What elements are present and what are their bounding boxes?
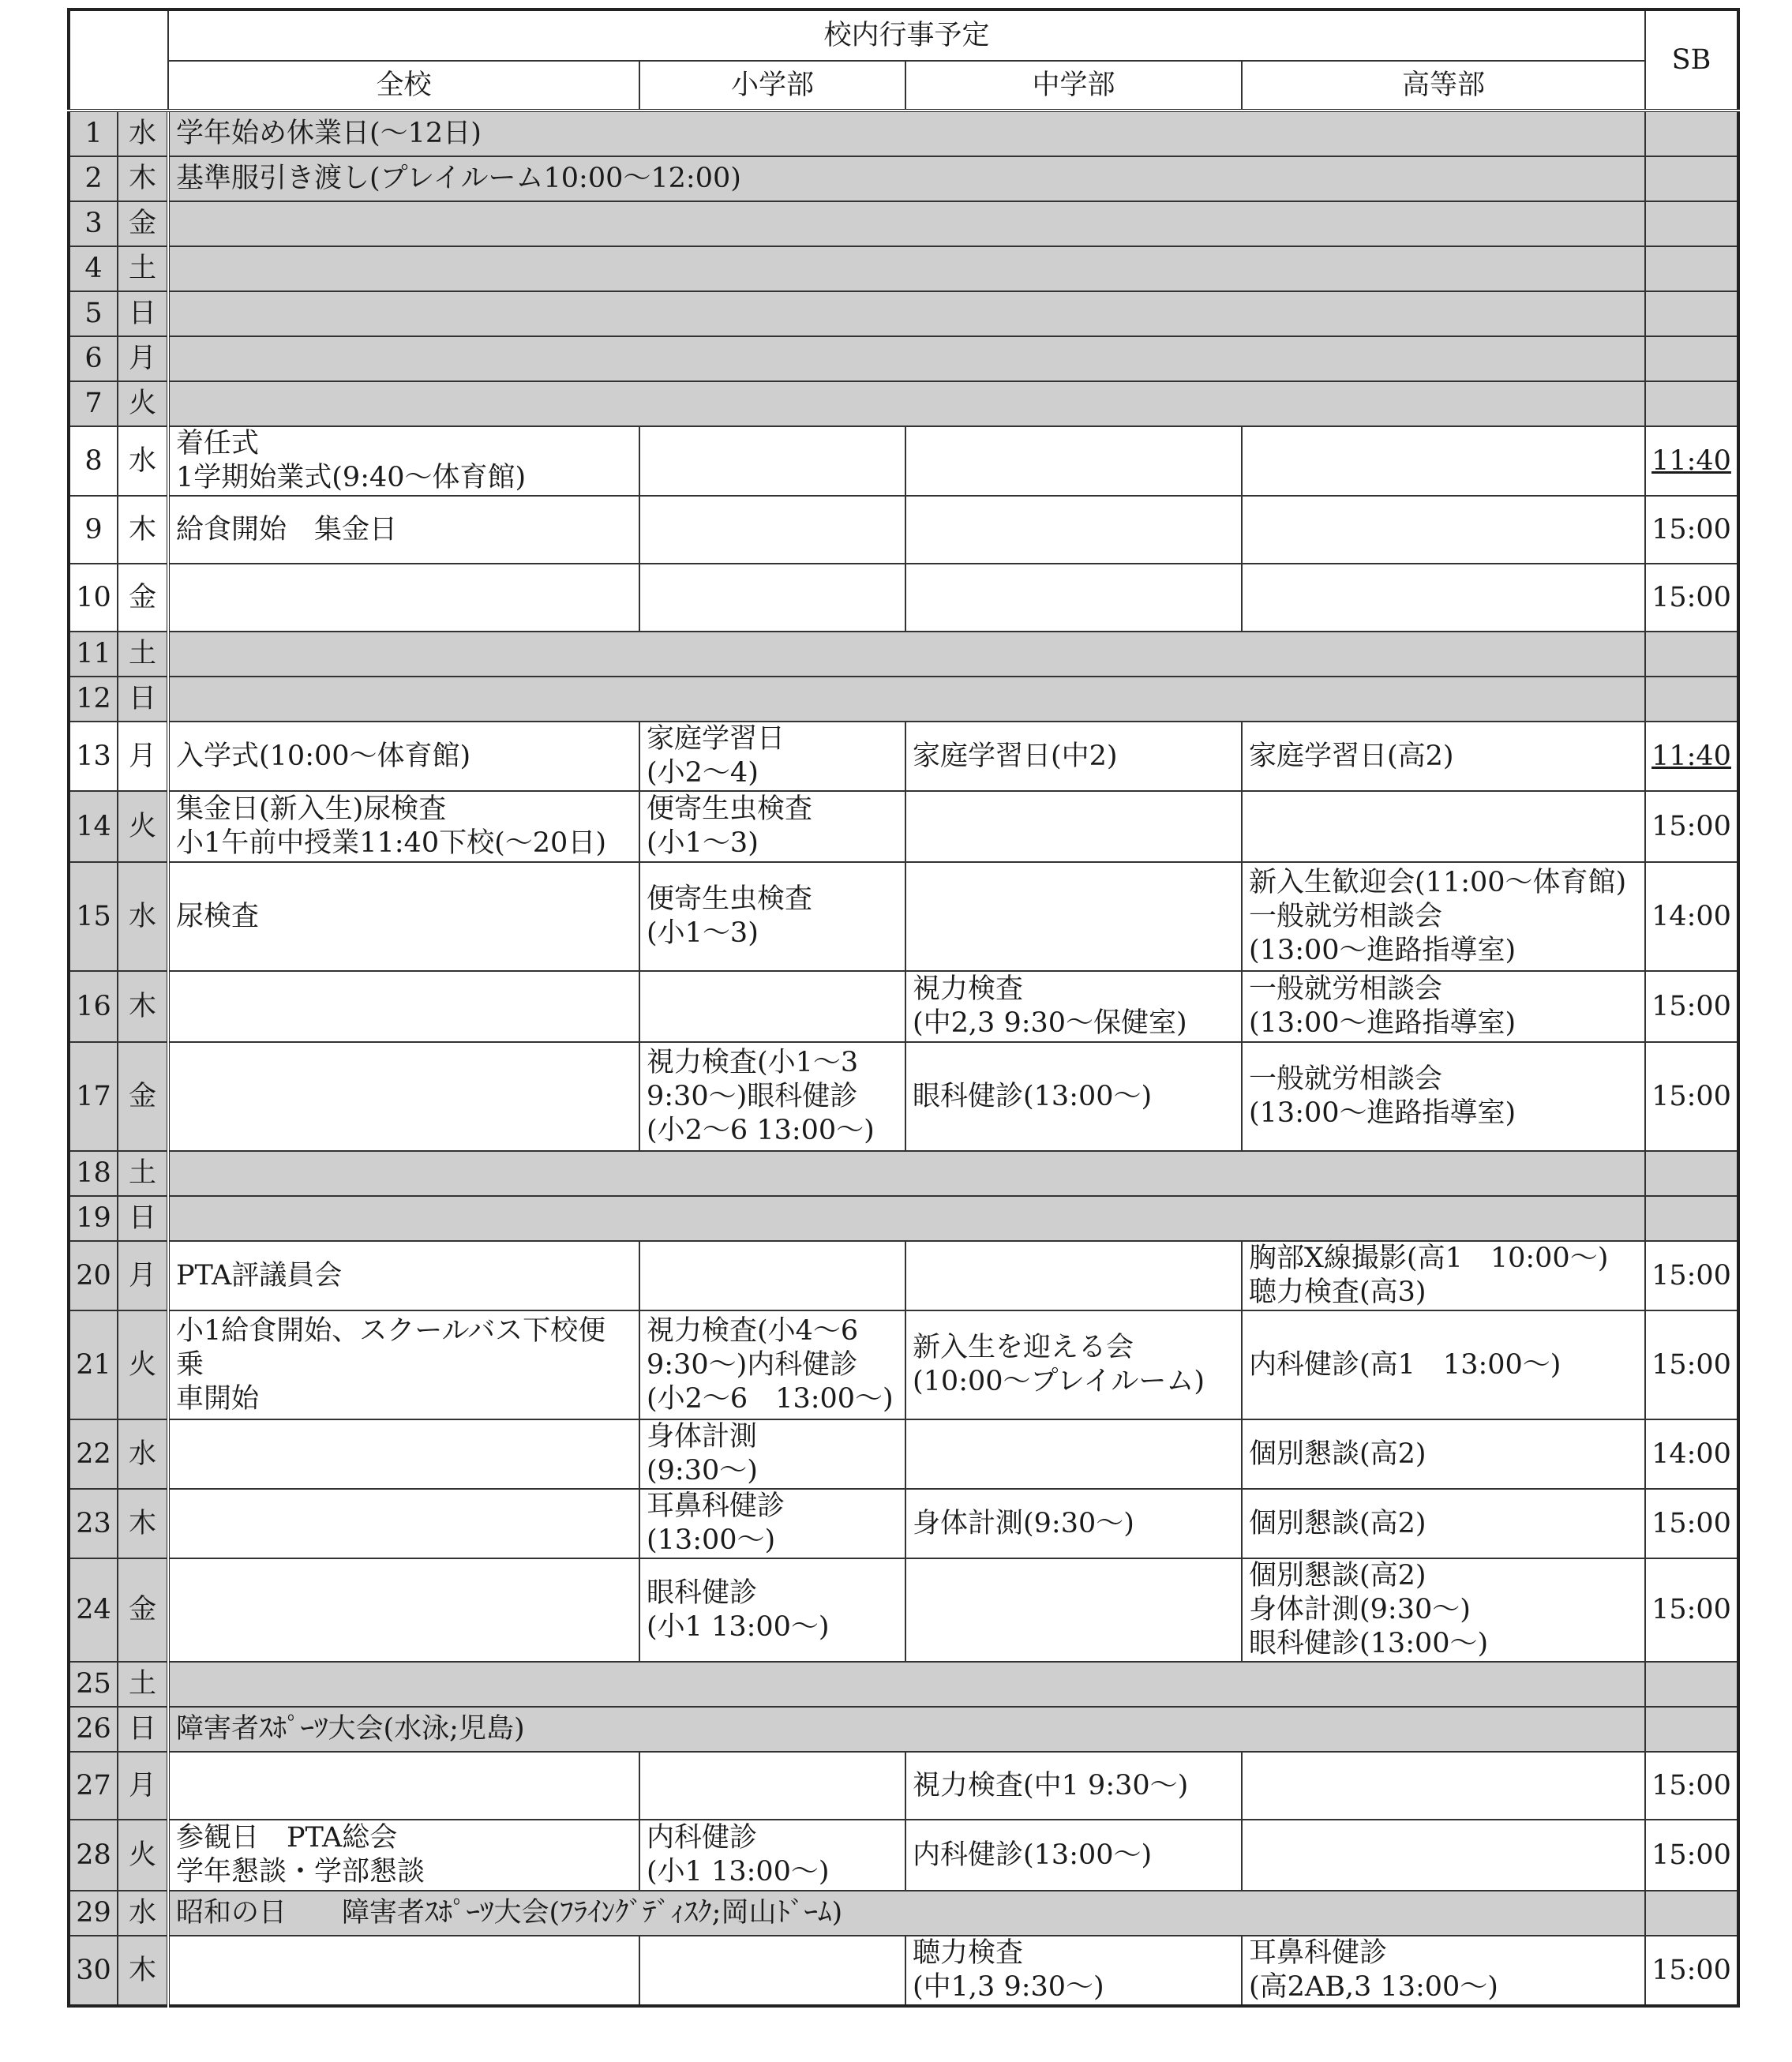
sb-time-value: 11:40 (1651, 740, 1731, 772)
middle-event: 身体計測(9:30～) (905, 1489, 1242, 1558)
weekday: 日 (118, 1707, 168, 1752)
middle-event (905, 1241, 1242, 1310)
day-number: 26 (69, 1707, 118, 1752)
all-school-event (168, 1196, 1645, 1241)
elementary-event: 視力検査(小4～6 9:30～)内科健診 (小2～6 13:00～) (639, 1310, 905, 1419)
header-sb: SB (1645, 9, 1738, 111)
sb-time-value: 15:00 (1651, 1954, 1731, 1986)
weekday: 火 (118, 791, 168, 862)
weekday: 日 (118, 291, 168, 336)
day-number: 4 (69, 246, 118, 291)
sb-time (1645, 632, 1738, 677)
all-school-event (168, 291, 1645, 336)
middle-event (905, 791, 1242, 862)
table-row (69, 156, 1738, 201)
sb-time (1645, 1558, 1738, 1662)
high-event: 一般就労相談会 (13:00～進路指導室) (1242, 971, 1645, 1042)
middle-event: 家庭学習日(中2) (905, 722, 1242, 791)
sb-time (1645, 722, 1738, 791)
high-event (1242, 1820, 1645, 1891)
school-events-table (67, 8, 1740, 2008)
table-row (69, 246, 1738, 291)
middle-event: 視力検査 (中2,3 9:30～保健室) (905, 971, 1242, 1042)
header-row-columns (69, 61, 1738, 111)
sb-time (1645, 1489, 1738, 1558)
all-school-event: 集金日(新入生)尿検査 小1午前中授業11:40下校(～20日) (168, 791, 639, 862)
all-school-event: 着任式 1学期始業式(9:40～体育館) (168, 426, 639, 496)
middle-event: 新入生を迎える会 (10:00～プレイルーム) (905, 1310, 1242, 1419)
sb-time (1645, 156, 1738, 201)
sb-time (1645, 1936, 1738, 2006)
day-number: 6 (69, 336, 118, 381)
elementary-event: 家庭学習日 (小2～4) (639, 722, 905, 791)
high-event (1242, 426, 1645, 496)
weekday: 木 (118, 496, 168, 564)
elementary-event: 眼科健診 (小1 13:00～) (639, 1558, 905, 1662)
all-school-event: 尿検査 (168, 862, 639, 971)
elementary-event: 便寄生虫検査 (小1～3) (639, 862, 905, 971)
header-col-elementary: 小学部 (639, 61, 905, 111)
day-number: 28 (69, 1820, 118, 1891)
sb-time (1645, 1891, 1738, 1936)
middle-event (905, 1419, 1242, 1489)
sb-time (1645, 1151, 1738, 1196)
middle-event: 視力検査(中1 9:30～) (905, 1752, 1242, 1820)
day-number: 29 (69, 1891, 118, 1936)
all-school-event (168, 632, 1645, 677)
weekday: 土 (118, 1662, 168, 1707)
all-school-event (168, 1042, 639, 1151)
day-number: 9 (69, 496, 118, 564)
sb-time-value: 11:40 (1651, 444, 1731, 477)
all-school-event: 小1給食開始、スクールバス下校便乗 車開始 (168, 1310, 639, 1419)
elementary-event (639, 426, 905, 496)
table-row (69, 336, 1738, 381)
day-number: 25 (69, 1662, 118, 1707)
day-number: 14 (69, 791, 118, 862)
sb-time (1645, 1419, 1738, 1489)
day-number: 11 (69, 632, 118, 677)
weekday: 土 (118, 246, 168, 291)
high-event: 内科健診(高1 13:00～) (1242, 1310, 1645, 1419)
all-school-event: 入学式(10:00～体育館) (168, 722, 639, 791)
table-row (69, 111, 1738, 156)
weekday: 水 (118, 1419, 168, 1489)
header-col-middle: 中学部 (905, 61, 1242, 111)
all-school-event (168, 246, 1645, 291)
all-school-event (168, 201, 1645, 246)
day-number: 2 (69, 156, 118, 201)
all-school-event: 昭和の日 障害者ｽﾎﾟｰﾂ大会(ﾌﾗｲﾝｸﾞﾃﾞｨｽｸ;岡山ﾄﾞｰﾑ) (168, 1891, 1645, 1936)
high-event: 一般就労相談会 (13:00～進路指導室) (1242, 1042, 1645, 1151)
table-row (69, 1151, 1738, 1196)
weekday: 金 (118, 1042, 168, 1151)
day-number: 13 (69, 722, 118, 791)
sb-time (1645, 336, 1738, 381)
high-event: 個別懇談(高2) (1242, 1419, 1645, 1489)
weekday: 月 (118, 336, 168, 381)
table-row (69, 1489, 1738, 1558)
all-school-event (168, 1419, 639, 1489)
header-group-title: 校内行事予定 (168, 9, 1645, 61)
weekday: 金 (118, 564, 168, 632)
elementary-event: 便寄生虫検査 (小1～3) (639, 791, 905, 862)
header-row-group (69, 9, 1738, 61)
day-number: 8 (69, 426, 118, 496)
high-event: 個別懇談(高2) 身体計測(9:30～) 眼科健診(13:00～) (1242, 1558, 1645, 1662)
weekday: 月 (118, 1241, 168, 1310)
sb-time-value: 14:00 (1651, 1438, 1731, 1470)
day-number: 5 (69, 291, 118, 336)
weekday: 木 (118, 1936, 168, 2006)
weekday: 金 (118, 1558, 168, 1662)
sb-time (1645, 1196, 1738, 1241)
sb-time-value: 14:00 (1651, 900, 1731, 932)
high-event: 胸部X線撮影(高1 10:00～) 聴力検査(高3) (1242, 1241, 1645, 1310)
sb-time (1645, 1820, 1738, 1891)
all-school-event: PTA評議員会 (168, 1241, 639, 1310)
table-row (69, 722, 1738, 791)
elementary-event (639, 1936, 905, 2006)
weekday: 日 (118, 677, 168, 722)
sb-time (1645, 426, 1738, 496)
table-row (69, 1310, 1738, 1419)
all-school-event (168, 677, 1645, 722)
sb-time (1645, 1042, 1738, 1151)
elementary-event (639, 1752, 905, 1820)
all-school-event (168, 971, 639, 1042)
weekday: 水 (118, 111, 168, 156)
middle-event (905, 1558, 1242, 1662)
weekday: 土 (118, 632, 168, 677)
sb-time (1645, 971, 1738, 1042)
table-row (69, 791, 1738, 862)
high-event (1242, 496, 1645, 564)
all-school-event: 基準服引き渡し(プレイルーム10:00～12:00) (168, 156, 1645, 201)
all-school-event (168, 1558, 639, 1662)
day-number: 19 (69, 1196, 118, 1241)
schedule-body (69, 111, 1738, 2006)
sb-time-value: 15:00 (1651, 1839, 1731, 1871)
header-col-high: 高等部 (1242, 61, 1645, 111)
middle-event (905, 862, 1242, 971)
sb-time-value: 15:00 (1651, 810, 1731, 842)
weekday: 水 (118, 426, 168, 496)
sb-time (1645, 201, 1738, 246)
all-school-event: 給食開始 集金日 (168, 496, 639, 564)
table-row (69, 291, 1738, 336)
day-number: 20 (69, 1241, 118, 1310)
all-school-event: 参観日 PTA総会 学年懇談・学部懇談 (168, 1820, 639, 1891)
elementary-event: 視力検査(小1～3 9:30～)眼科健診 (小2～6 13:00～) (639, 1042, 905, 1151)
table-row (69, 1936, 1738, 2006)
middle-event (905, 496, 1242, 564)
table-row (69, 1891, 1738, 1936)
weekday: 月 (118, 722, 168, 791)
day-number: 30 (69, 1936, 118, 2006)
all-school-event (168, 1752, 639, 1820)
sb-time (1645, 862, 1738, 971)
high-event (1242, 791, 1645, 862)
day-number: 1 (69, 111, 118, 156)
sb-time-value: 15:00 (1651, 990, 1731, 1022)
middle-event (905, 564, 1242, 632)
day-number: 17 (69, 1042, 118, 1151)
day-number: 16 (69, 971, 118, 1042)
weekday: 水 (118, 1891, 168, 1936)
all-school-event (168, 564, 639, 632)
sb-time-value: 15:00 (1651, 1594, 1731, 1625)
weekday: 月 (118, 1752, 168, 1820)
sb-time-value: 15:00 (1651, 581, 1731, 613)
sb-time (1645, 1310, 1738, 1419)
all-school-event: 障害者ｽﾎﾟｰﾂ大会(水泳;児島) (168, 1707, 1645, 1752)
middle-event: 内科健診(13:00～) (905, 1820, 1242, 1891)
weekday: 日 (118, 1196, 168, 1241)
header-col-all: 全校 (168, 61, 639, 111)
elementary-event (639, 1241, 905, 1310)
high-event (1242, 1752, 1645, 1820)
table-row (69, 201, 1738, 246)
all-school-event (168, 1489, 639, 1558)
sb-time-value: 15:00 (1651, 1080, 1731, 1112)
all-school-event (168, 1151, 1645, 1196)
sb-time-value: 15:00 (1651, 1769, 1731, 1801)
sb-time (1645, 246, 1738, 291)
sb-time-value: 15:00 (1651, 1348, 1731, 1381)
day-number: 3 (69, 201, 118, 246)
middle-event: 聴力検査 (中1,3 9:30～) (905, 1936, 1242, 2006)
table-row (69, 426, 1738, 496)
table-row (69, 564, 1738, 632)
sb-time (1645, 381, 1738, 426)
table-row (69, 1707, 1738, 1752)
elementary-event (639, 971, 905, 1042)
high-event: 個別懇談(高2) (1242, 1489, 1645, 1558)
weekday: 火 (118, 1820, 168, 1891)
high-event: 耳鼻科健診 (高2AB,3 13:00～) (1242, 1936, 1645, 2006)
sb-time (1645, 1241, 1738, 1310)
weekday: 火 (118, 1310, 168, 1419)
table-row (69, 677, 1738, 722)
weekday: 土 (118, 1151, 168, 1196)
high-event (1242, 564, 1645, 632)
high-event: 家庭学習日(高2) (1242, 722, 1645, 791)
header-corner (69, 9, 168, 111)
table-row (69, 1662, 1738, 1707)
table-row (69, 1752, 1738, 1820)
day-number: 21 (69, 1310, 118, 1419)
table-row (69, 971, 1738, 1042)
all-school-event (168, 381, 1645, 426)
day-number: 7 (69, 381, 118, 426)
weekday: 木 (118, 971, 168, 1042)
weekday: 金 (118, 201, 168, 246)
day-number: 24 (69, 1558, 118, 1662)
sb-time (1645, 564, 1738, 632)
sb-time (1645, 291, 1738, 336)
elementary-event: 身体計測 (9:30～) (639, 1419, 905, 1489)
day-number: 10 (69, 564, 118, 632)
sb-time (1645, 496, 1738, 564)
sb-time-value: 15:00 (1651, 1259, 1731, 1292)
weekday: 火 (118, 381, 168, 426)
weekday: 水 (118, 862, 168, 971)
middle-event: 眼科健診(13:00～) (905, 1042, 1242, 1151)
table-row (69, 1241, 1738, 1310)
sb-time-value: 15:00 (1651, 513, 1731, 545)
high-event: 新入生歓迎会(11:00～体育館) 一般就労相談会 (13:00～進路指導室) (1242, 862, 1645, 971)
sb-time-value: 15:00 (1651, 1507, 1731, 1539)
day-number: 27 (69, 1752, 118, 1820)
weekday: 木 (118, 156, 168, 201)
all-school-event (168, 1662, 1645, 1707)
table-row (69, 632, 1738, 677)
sb-time (1645, 1707, 1738, 1752)
sb-time (1645, 677, 1738, 722)
all-school-event (168, 336, 1645, 381)
elementary-event (639, 496, 905, 564)
table-row (69, 1820, 1738, 1891)
table-row (69, 1419, 1738, 1489)
table-row (69, 1042, 1738, 1151)
day-number: 22 (69, 1419, 118, 1489)
sb-time (1645, 791, 1738, 862)
middle-event (905, 426, 1242, 496)
day-number: 12 (69, 677, 118, 722)
day-number: 18 (69, 1151, 118, 1196)
table-row (69, 862, 1738, 971)
elementary-event: 耳鼻科健診 (13:00～) (639, 1489, 905, 1558)
elementary-event: 内科健診 (小1 13:00～) (639, 1820, 905, 1891)
all-school-event (168, 1936, 639, 2006)
day-number: 15 (69, 862, 118, 971)
table-row (69, 381, 1738, 426)
table-row (69, 496, 1738, 564)
elementary-event (639, 564, 905, 632)
weekday: 木 (118, 1489, 168, 1558)
table-row (69, 1558, 1738, 1662)
table-row (69, 1196, 1738, 1241)
day-number: 23 (69, 1489, 118, 1558)
sb-time (1645, 1662, 1738, 1707)
sb-time (1645, 1752, 1738, 1820)
all-school-event: 学年始め休業日(～12日) (168, 111, 1645, 156)
sb-time (1645, 111, 1738, 156)
